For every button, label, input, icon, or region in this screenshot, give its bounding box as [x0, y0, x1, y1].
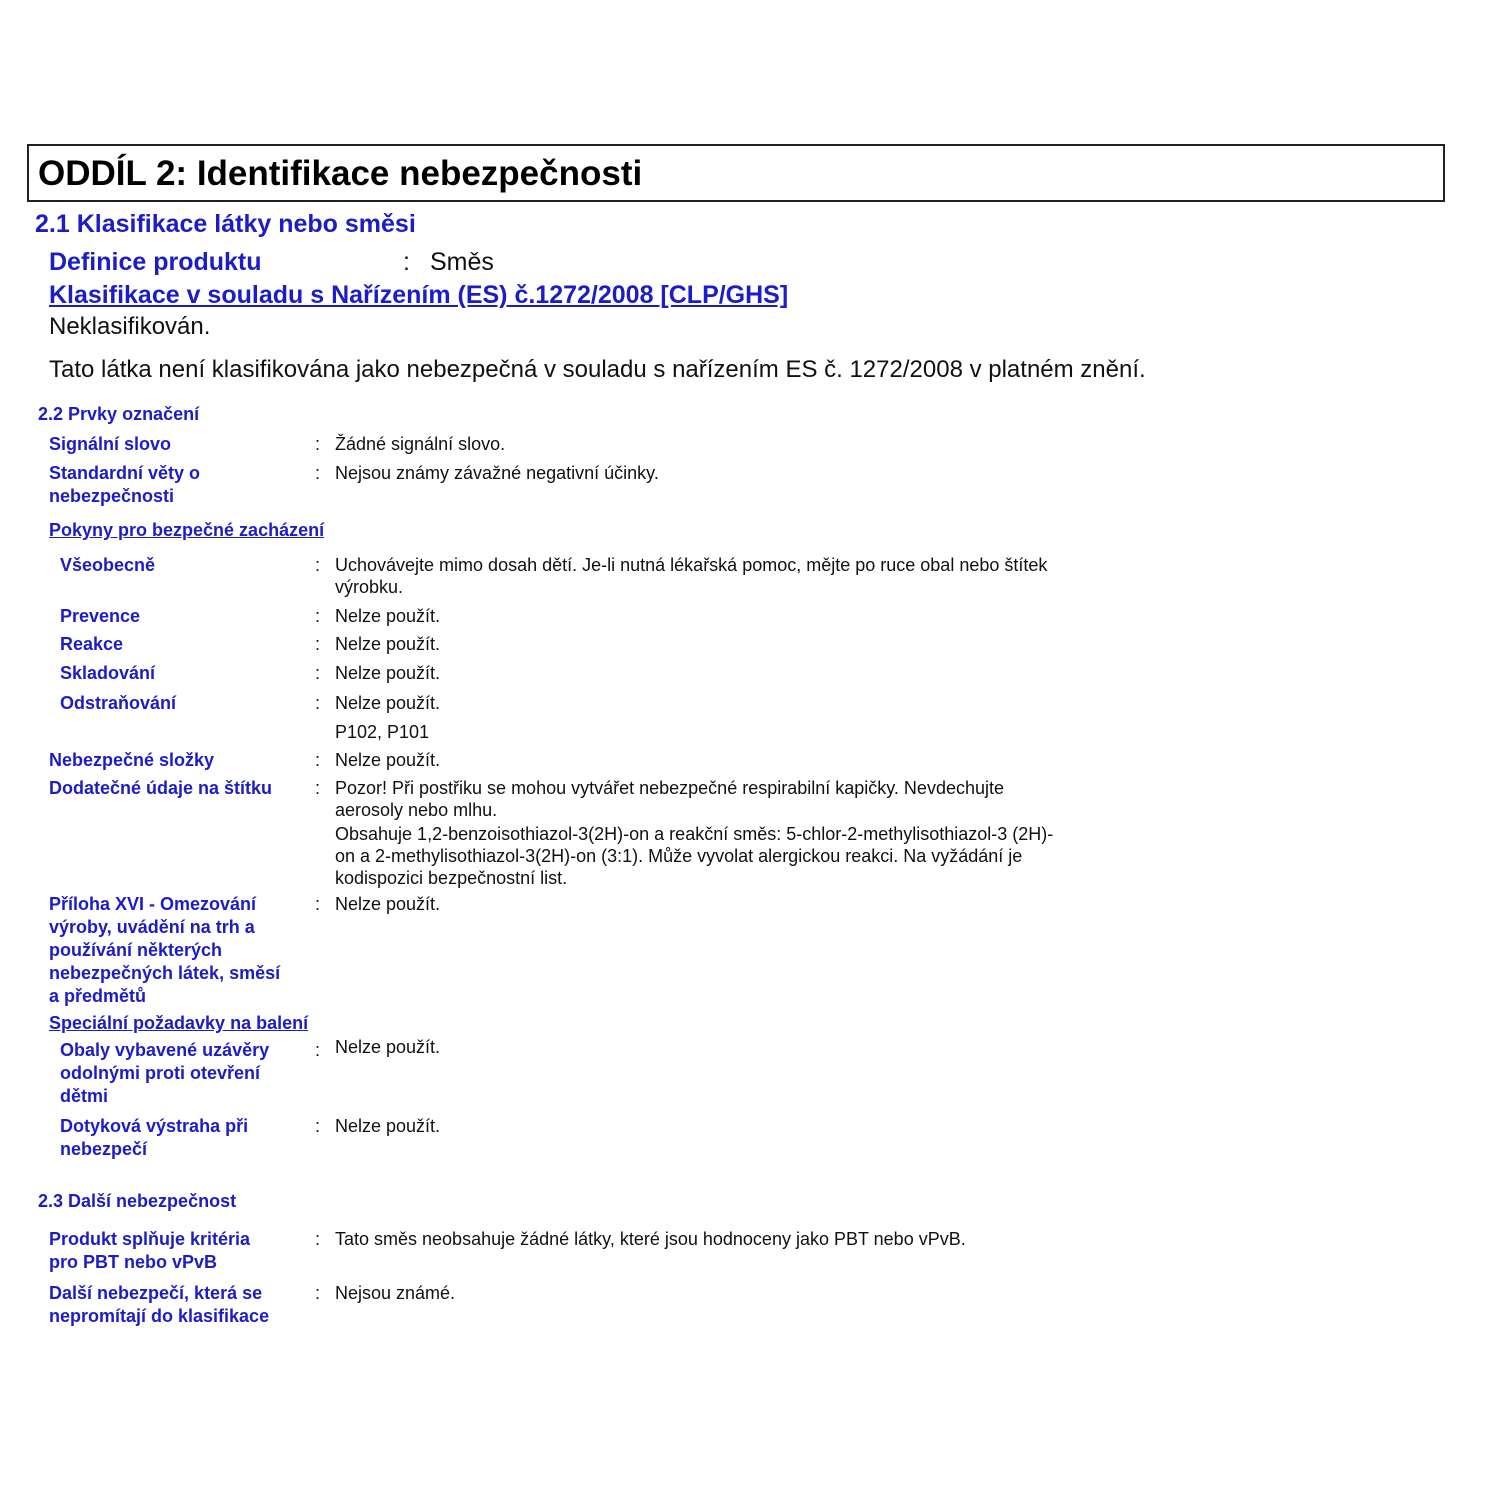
heading-2-1: 2.1 Klasifikace látky nebo směsi [35, 210, 416, 238]
skladovani-colon: : [315, 663, 321, 683]
obaly-colon: : [315, 1040, 321, 1060]
odstranovani-colon: : [315, 693, 321, 713]
dotykova-label: Dotyková výstraha při nebezpečí [60, 1116, 249, 1159]
prevence-value: Nelze použít. [335, 606, 441, 626]
pokyny-link[interactable]: Pokyny pro bezpečné zacházení [49, 520, 325, 540]
dalsi-colon: : [315, 1283, 321, 1303]
priloha-value: Nelze použít. [335, 894, 441, 914]
standardni-value: Nejsou známy závažné negativní účinky. [335, 463, 659, 483]
dodatecne-value-2: Obsahuje 1,2-benzoisothiazol-3(2H)-on a reakční směs: 5-chlor-2-methylisothiazol-3 (2H)-on a 2-methylisothiazol-3(2H)-on (3:1). Může vyvolat alergickou reakci. Na vyžádání je kodispozici bezpečnostní list. [335, 824, 1054, 888]
signalni-colon: : [315, 434, 321, 454]
reakce-colon: : [315, 634, 321, 654]
dodatecne-colon: : [315, 778, 321, 798]
definice-colon: : [403, 248, 410, 276]
skladovani-value: Nelze použít. [335, 663, 441, 683]
priloha-label: Příloha XVI - Omezování výroby, uvádění na trh a používání některých nebezpečných látek, směsí a předmětů [49, 894, 281, 1006]
pbt-colon: : [315, 1229, 321, 1249]
odstranovani-value: Nelze použít. [335, 693, 441, 713]
definice-value: Směs [430, 248, 494, 276]
prevence-label: Prevence [60, 606, 141, 626]
standardni-colon: : [315, 463, 321, 483]
pbt-value: Tato směs neobsahuje žádné látky, které jsou hodnoceny jako PBT nebo vPvB. [335, 1229, 966, 1249]
vseobecne-label: Všeobecně [60, 555, 156, 575]
signalni-value: Žádné signální slovo. [335, 434, 506, 454]
signalni-label: Signální slovo [49, 434, 172, 454]
slozky-label: Nebezpečné složky [49, 750, 215, 770]
section-header-box [27, 144, 1445, 202]
dalsi-label: Další nebezpečí, která se nepromítají do klasifikace [49, 1283, 270, 1326]
slozky-colon: : [315, 750, 321, 770]
dodatecne-value-1: Pozor! Při postřiku se mohou vytvářet nebezpečné respirabilní kapičky. Nevdechujte aerosoly nebo mlhu. [335, 778, 1004, 820]
standardni-label: Standardní věty o nebezpečnosti [49, 463, 201, 506]
odstranovani-label: Odstraňování [60, 693, 177, 713]
reakce-label: Reakce [60, 634, 124, 654]
heading-2-3: 2.3 Další nebezpečnost [38, 1191, 237, 1211]
specialni-link[interactable]: Speciální požadavky na balení [49, 1013, 309, 1033]
obaly-value: Nelze použít. [335, 1037, 441, 1057]
vseobecne-colon: : [315, 555, 321, 575]
priloha-colon: : [315, 894, 321, 914]
neklasifikovan-text: Neklasifikován. [49, 313, 211, 340]
obaly-label: Obaly vybavené uzávěry odolnými proti otevření dětmi [60, 1040, 270, 1106]
pbt-label: Produkt splňuje kritéria pro PBT nebo vPvB [49, 1229, 251, 1272]
reakce-value: Nelze použít. [335, 634, 441, 654]
classification-statement: Tato látka není klasifikována jako nebezpečná v souladu s nařízením ES č. 1272/2008 v platném znění. [49, 356, 1146, 383]
prevence-colon: : [315, 606, 321, 626]
heading-2-2: 2.2 Prvky označení [38, 404, 200, 424]
dotykova-value: Nelze použít. [335, 1116, 441, 1136]
skladovani-label: Skladování [60, 663, 156, 683]
dalsi-value: Nejsou známé. [335, 1283, 456, 1303]
dotykova-colon: : [315, 1116, 321, 1136]
slozky-value: Nelze použít. [335, 750, 441, 770]
vseobecne-value: Uchovávejte mimo dosah dětí. Je-li nutná lékařská pomoc, mějte po ruce obal nebo štítek výrobku. [335, 555, 1048, 597]
section-title: ODDÍL 2: Identifikace nebezpečnosti [38, 154, 643, 193]
clp-link[interactable]: Klasifikace v souladu s Nařízením (ES) č.1272/2008 [CLP/GHS] [49, 281, 789, 309]
p-codes: P102, P101 [335, 722, 430, 742]
dodatecne-label: Dodatečné údaje na štítku [49, 778, 273, 798]
definice-label: Definice produktu [49, 248, 262, 276]
